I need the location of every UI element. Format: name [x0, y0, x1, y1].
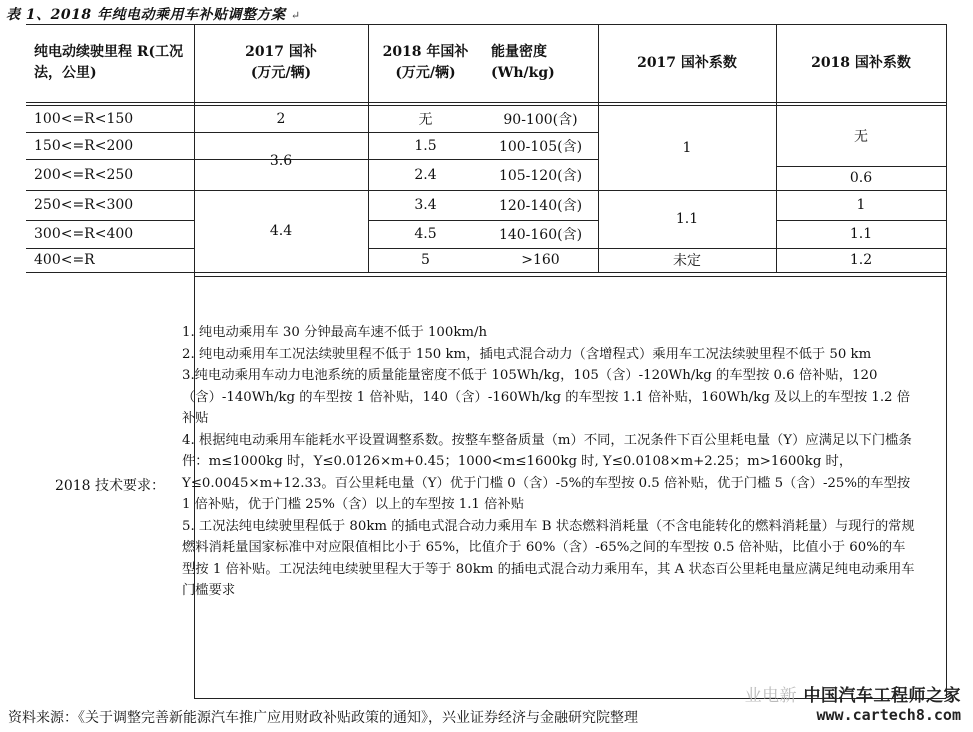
- range-cell: 100<=R<150: [34, 110, 134, 127]
- requirement-item: 1. 纯电动乘用车 30 分钟最高车速不低于 100km/h: [182, 325, 488, 340]
- coef-2018-cell: 1: [856, 197, 866, 213]
- subsidy-2018-cell: 5: [421, 252, 430, 268]
- range-cell: 300<=R<400: [34, 226, 134, 242]
- subsidy-2018-cell: 2.4: [414, 166, 437, 183]
- header-range: 纯电动续驶里程 R(工况法，公里): [34, 44, 184, 81]
- requirement-item: 4. 根据纯电动乘用车能耗水平设置调整系数。按整车整备质量（m）不同，工况条件下百公里耗电量（Y）应满足以下门槛条件：m≤1000kg 时，Y≤0.0126×m+0.45；1000<m≤1600kg 时, Y≤0.0108×m+2.25；m>1600kg 时，Y≤0.0045×m+12.33。百公里耗电量（Y）优于门槛 0（含）-5%的车型按 0.5 倍补贴，优于门槛 5（含）-25%的车型按 1 倍补贴，优于门槛 25%（含）以上的车型按 1.1 倍补贴: [182, 432, 912, 512]
- density-cell: 140-160(含): [498, 227, 583, 243]
- table-caption: 表 1、2018 年纯电动乘用车补贴调整方案 ↵: [6, 7, 301, 23]
- subsidy-2017-cell: 3.6: [269, 153, 293, 169]
- coef-2018-cell: 1.1: [849, 226, 873, 242]
- watermark-faint-text: 业电新: [744, 686, 798, 706]
- subsidy-2018-cell: 1.5: [414, 137, 437, 154]
- header-subsidy-2018: 2018 年国补 (万元/辆): [382, 44, 469, 81]
- density-cell: 120-140(含): [498, 198, 583, 214]
- coef-2018-cell: 无: [854, 128, 868, 145]
- subsidy-2017-cell: 2: [276, 110, 286, 127]
- watermark: [745, 681, 961, 724]
- requirements-label: 2018 技术要求：: [54, 478, 166, 494]
- range-cell: 150<=R<200: [34, 137, 134, 154]
- subsidy-2018-cell: 4.5: [414, 226, 437, 242]
- watermark-title: 中国汽车工程师之家: [803, 686, 961, 706]
- coef-2018-cell: 1.2: [849, 252, 873, 268]
- density-cell: 100-105(含): [498, 138, 583, 155]
- requirement-item: 2. 纯电动乘用车工况法续驶里程不低于 150 km，插电式混合动力（含增程式）乘用车工况法续驶里程不低于 50 km: [182, 346, 872, 362]
- coef-2017-cell: 1: [682, 139, 692, 156]
- density-cell: 90-100(含): [503, 111, 578, 128]
- header-coef-2017: 2017 国补系数: [637, 54, 737, 71]
- coef-2018-cell: 0.6: [849, 170, 873, 186]
- range-cell: 250<=R<300: [34, 197, 134, 213]
- density-cell: >160: [521, 252, 560, 268]
- source-note: 资料来源：《关于调整完善新能源汽车推广应用财政补贴政策的通知》，兴业证券经济与金融研究院整理: [8, 710, 638, 726]
- range-cell: 400<=R: [34, 252, 95, 268]
- requirement-item: 3.纯电动乘用车动力电池系统的质量能量密度不低于 105Wh/kg，105（含）-120Wh/kg 的车型按 0.6 倍补贴，120（含）-140Wh/kg 的车型按 1 倍补贴，140（含）-160Wh/kg 的车型按 1.1 倍补贴，160Wh/kg 及以上的车型按 1.2 倍补贴: [182, 368, 911, 426]
- subsidy-2018-cell: 3.4: [414, 197, 437, 213]
- header-coef-2018: 2018 国补系数: [811, 54, 911, 71]
- coef-2017-cell: 1.1: [675, 211, 699, 227]
- watermark-url: www.cartech8.com: [816, 706, 961, 724]
- subsidy-2018-cell: 无: [418, 111, 433, 128]
- density-cell: 105-120(含): [498, 167, 583, 184]
- header-subsidy-2017: 2017 国补 (万元/辆): [245, 44, 317, 81]
- range-cell: 200<=R<250: [34, 166, 134, 183]
- requirement-item: 5. 工况法纯电续驶里程低于 80km 的插电式混合动力乘用车 B 状态燃料消耗量（不含电能转化的燃料消耗量）与现行的常规燃料消耗量国家标准中对应限值相比小于 65%，比值介于 60%（含）-65%之间的车型按 0.5 倍补贴，比值小于 60%的车型按 1 倍补贴。工况法纯电续驶里程大于等于 80km 的插电式混合动力乘用车，其 A 状态百公里耗电量应满足纯电动乘用车门槛要求: [182, 518, 915, 598]
- header-density: 能量密度 (Wh/kg): [491, 44, 555, 81]
- coef-2017-cell: 未定: [673, 253, 701, 269]
- requirements-text: [182, 322, 917, 602]
- subsidy-2017-cell: 4.4: [269, 223, 293, 239]
